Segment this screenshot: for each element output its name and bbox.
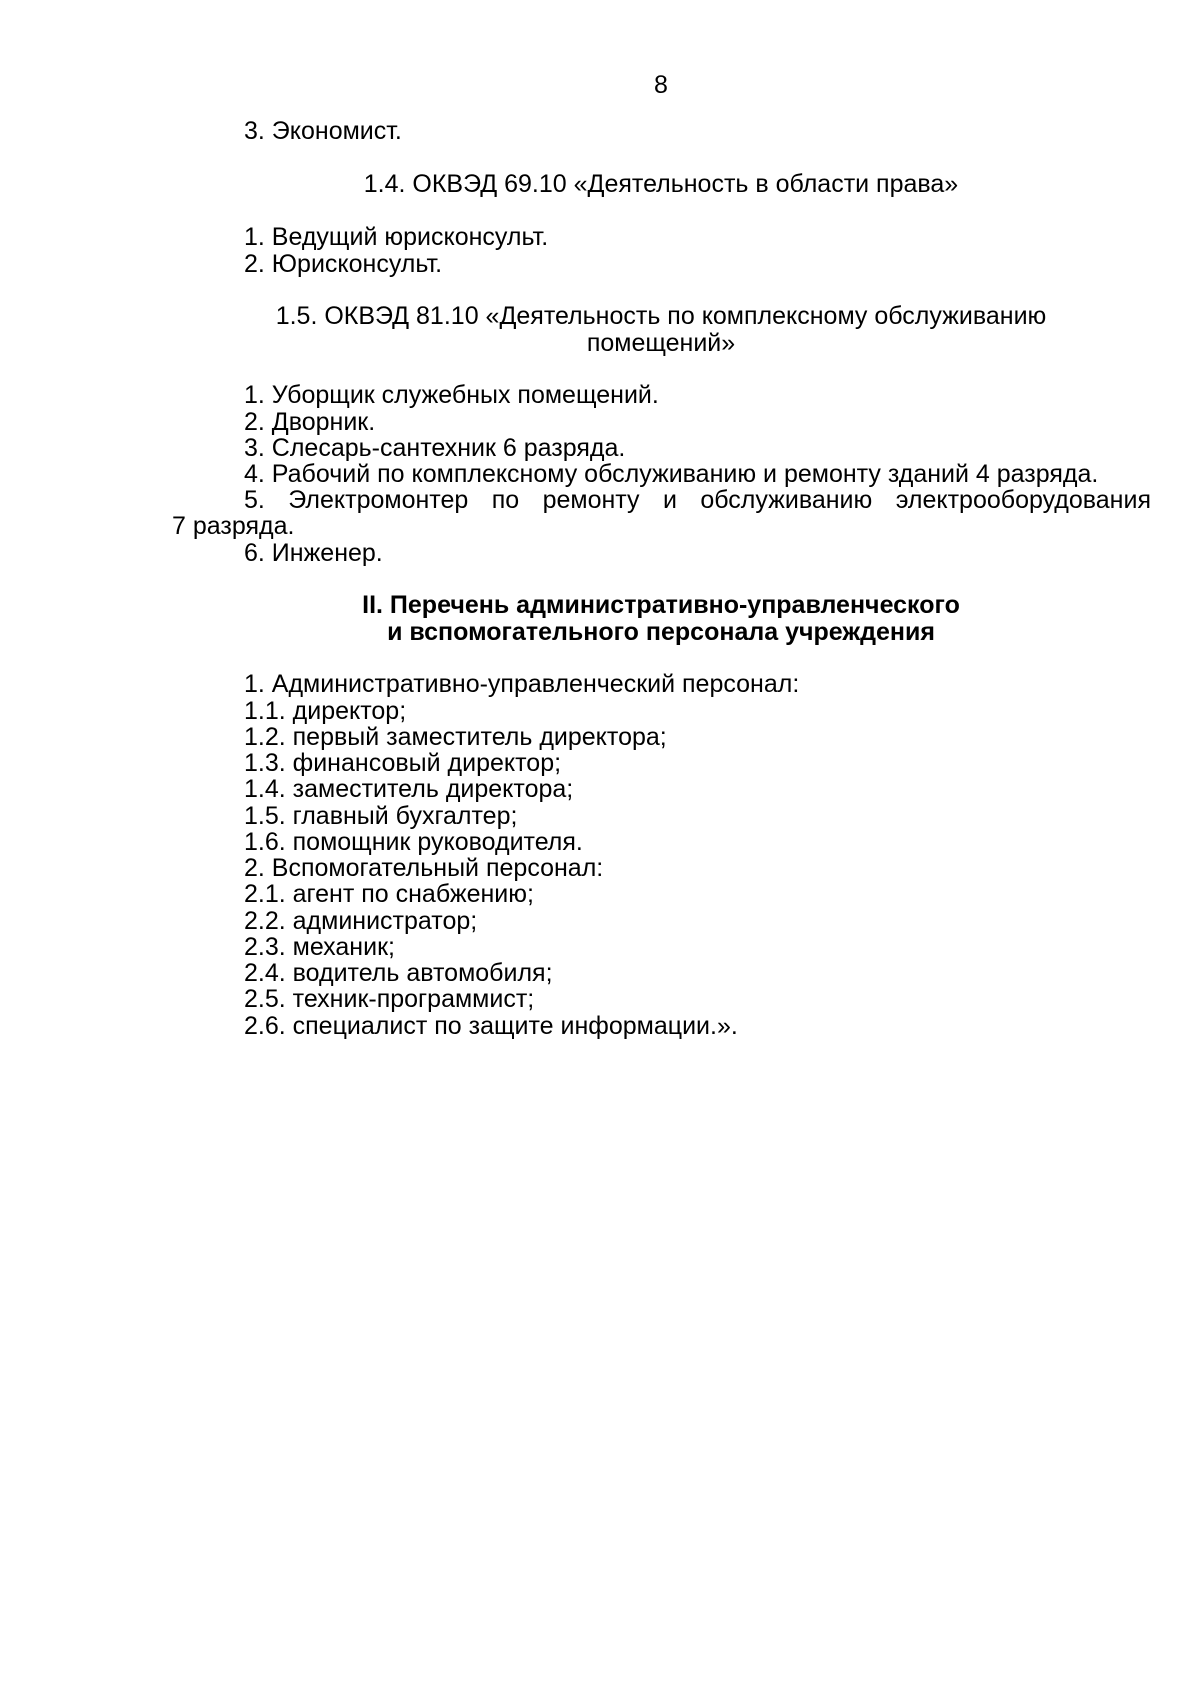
list-item: 1.2. первый заместитель директора; xyxy=(244,723,667,751)
list-item: 6. Инженер. xyxy=(244,539,383,567)
list-item: 2.3. механик; xyxy=(244,933,395,961)
page-number: 8 xyxy=(654,71,668,99)
section-heading-2-cont: и вспомогательного персонала учреждения xyxy=(387,618,935,646)
list-item: 2.4. водитель автомобиля; xyxy=(244,959,553,987)
list-item: 1. Ведущий юрисконсульт. xyxy=(244,223,549,251)
list-item: 1. Административно-управленческий персонал: xyxy=(244,670,800,698)
list-item: 1.5. главный бухгалтер; xyxy=(244,802,518,830)
list-item: 1.1. директор; xyxy=(244,697,407,725)
section-heading-1-5-cont: помещений» xyxy=(586,329,736,357)
list-item: 2.2. администратор; xyxy=(244,907,478,935)
section-heading-2: II. Перечень административно-управленческого xyxy=(362,591,960,619)
list-item: 2.1. агент по снабжению; xyxy=(244,880,534,908)
list-item: 2. Дворник. xyxy=(244,408,376,436)
list-item: 2.6. специалист по защите информации.». xyxy=(244,1012,738,1040)
list-item: 3. Слесарь-сантехник 6 разряда. xyxy=(244,434,626,462)
list-item: 3. Экономист. xyxy=(244,117,402,145)
list-item: 2.5. техник-программист; xyxy=(244,985,535,1013)
list-item: 4. Рабочий по комплексному обслуживанию и ремонту зданий 4 разряда. xyxy=(244,460,1099,488)
list-item: 1.4. заместитель директора; xyxy=(244,775,574,803)
list-item: 1.6. помощник руководителя. xyxy=(244,828,583,856)
list-item: 1.3. финансовый директор; xyxy=(244,749,562,777)
section-heading-1-4: 1.4. ОКВЭД 69.10 «Деятельность в области права» xyxy=(363,170,959,198)
list-item: 1. Уборщик служебных помещений. xyxy=(244,381,659,409)
list-item: 5. Электромонтер по ремонту и обслуживанию электрооборудования xyxy=(244,486,1151,514)
section-heading-1-5: 1.5. ОКВЭД 81.10 «Деятельность по комплексному обслуживанию xyxy=(275,302,1047,330)
list-item: 2. Юрисконсульт. xyxy=(244,250,443,278)
list-item-continuation: 7 разряда. xyxy=(172,512,295,540)
list-item: 2. Вспомогательный персонал: xyxy=(244,854,604,882)
